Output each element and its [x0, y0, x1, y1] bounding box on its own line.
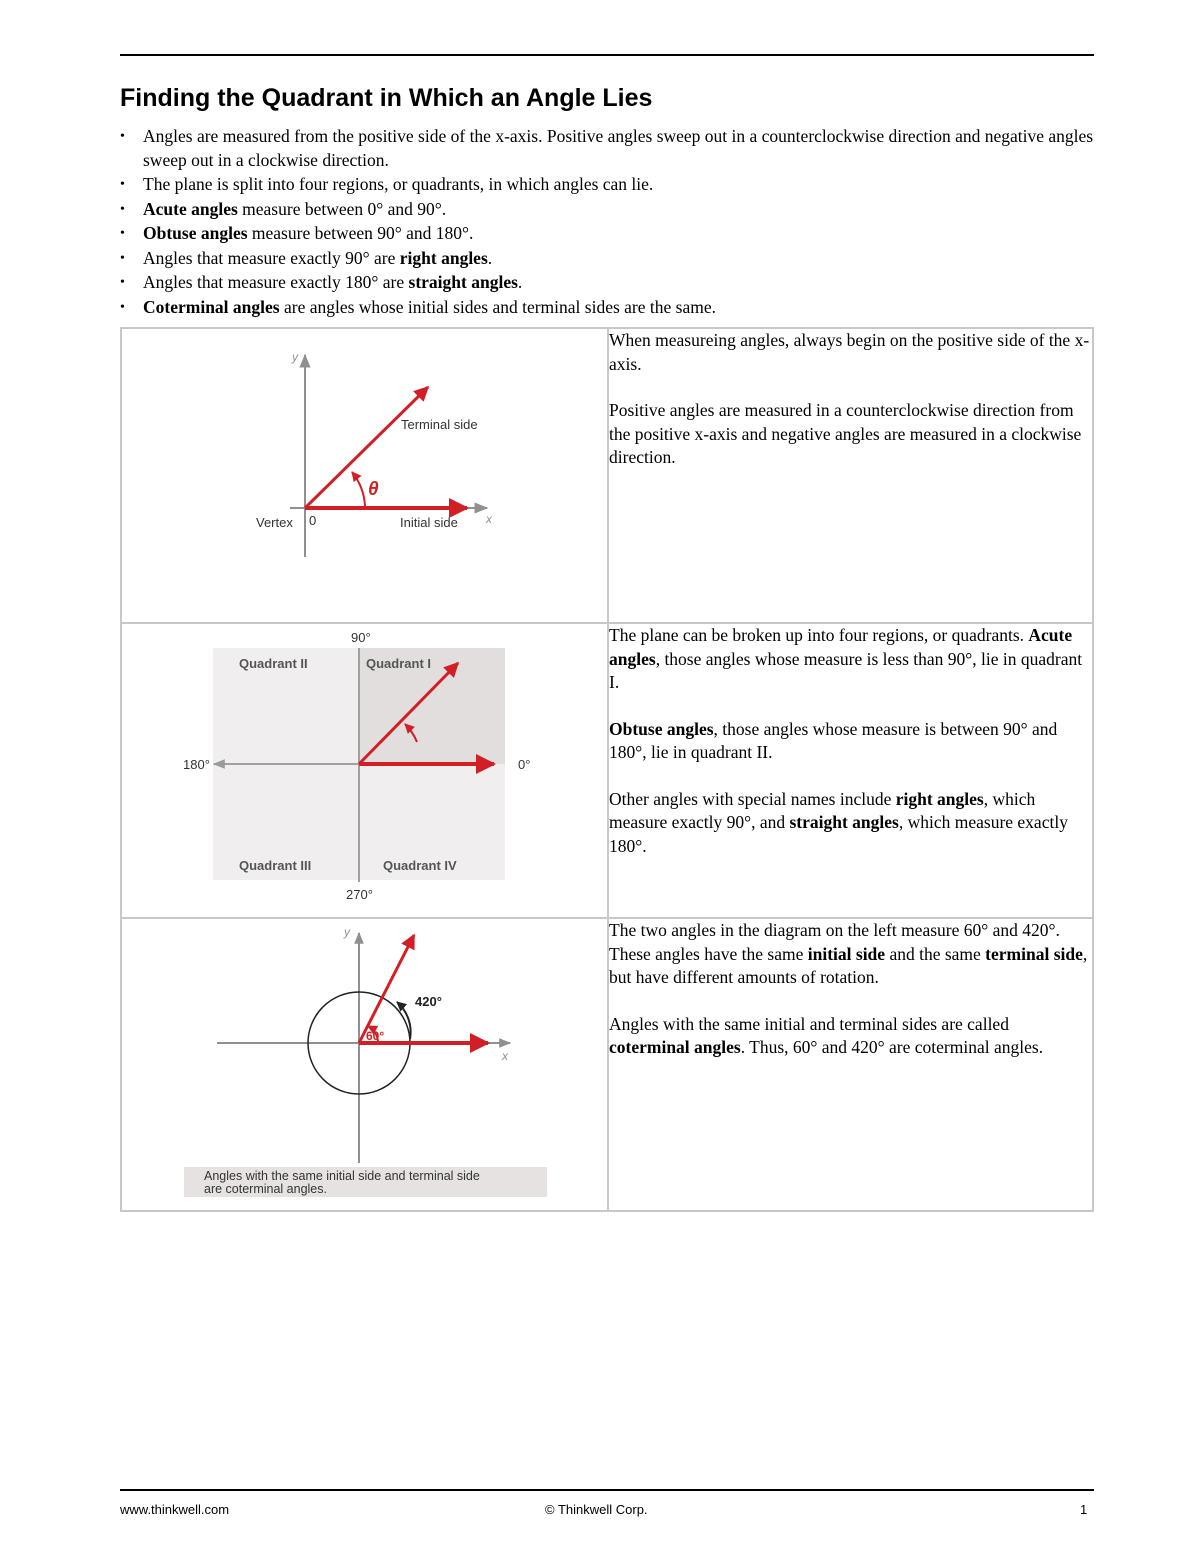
label-90: 90° [351, 630, 371, 645]
caption-line-2: are coterminal angles. [204, 1182, 327, 1196]
footer-website: www.thinkwell.com [120, 1502, 230, 1517]
vertex-label: Vertex [256, 515, 293, 530]
quadrant-diagram-cell [121, 623, 608, 918]
theta-arc [352, 472, 365, 506]
label-0: 0° [518, 757, 531, 772]
y-axis-label: y [344, 925, 350, 939]
quadrant-ii-label: Quadrant II [239, 656, 308, 671]
page-title: Finding the Quadrant in Which an Angle Lies [120, 84, 653, 112]
paragraph: Other angles with special names include right angles, which measure exactly 90°, and straight angles, which measure exactly 180°. [609, 788, 1068, 856]
coterminal-diagram [122, 919, 607, 1205]
bullet-item: • Angles that measure exactly 90° are right angles. [120, 247, 1095, 271]
bullet-item: • Coterminal angles are angles whose initial sides and terminal sides are the same. [120, 296, 1095, 320]
bullet-item: • Angles that measure exactly 180° are straight angles. [120, 271, 1095, 295]
footer-copyright: © Thinkwell Corp. [545, 1502, 648, 1517]
initial-side-label: Initial side [400, 515, 458, 530]
label-270: 270° [346, 887, 373, 902]
x-axis-label: x [502, 1049, 508, 1063]
table-row [121, 623, 1093, 918]
terminal-ray [359, 935, 414, 1043]
paragraph: The two angles in the diagram on the left measure 60° and 420°. These angles have the same initial side and the same terminal side, but have different amounts of rotation. [609, 920, 1088, 987]
angle-diagram-cell [121, 328, 608, 623]
theta-label: θ [368, 479, 379, 500]
terminal-side-ray [305, 387, 428, 508]
quadrant-i-label: Quadrant I [366, 656, 432, 671]
bullet-list [120, 125, 1095, 320]
header-rule [120, 54, 1094, 56]
x-axis-label: x [486, 512, 492, 526]
paragraph: When measureing angles, always begin on the positive side of the x-axis. [609, 330, 1090, 374]
paragraph: The plane can be broken up into four regions, or quadrants. Acute angles, those angles whose measure is less than 90°, lie in quadrant I. [609, 625, 1083, 692]
paragraph: Obtuse angles, those angles whose measure is between 90° and 180°, lie in quadrant II. [609, 718, 1058, 762]
origin-label: 0 [309, 513, 317, 528]
label-180: 180° [183, 757, 210, 772]
quadrant-iv-label: Quadrant IV [383, 858, 457, 873]
footer-rule [120, 1489, 1094, 1491]
paragraph: Angles with the same initial and terminal sides are called coterminal angles. Thus, 60° and 420° are coterminal angles. [609, 1013, 1044, 1057]
quadrant-iii-label: Quadrant III [239, 858, 312, 873]
bullet-item: • Obtuse angles measure between 90° and 180°. [120, 222, 1095, 246]
label-420: 420° [415, 994, 442, 1009]
angle-diagram [122, 329, 607, 617]
table-row [121, 328, 1093, 623]
quadrant-diagram [122, 624, 607, 912]
coterminal-diagram-cell [121, 918, 608, 1211]
explanation-table [120, 327, 1094, 1212]
caption-line-1: Angles with the same initial side and terminal side [204, 1169, 480, 1183]
footer-page-number: 1 [1080, 1502, 1088, 1517]
bullet-item: • Acute angles measure between 0° and 90°. [120, 198, 1095, 222]
angle-explanation [608, 328, 1093, 623]
bullet-item: • Angles are measured from the positive side of the x-axis. Positive angles sweep out in a counterclockwise direction and negative angles sweep out in a clockwise direction. [120, 125, 1095, 172]
terminal-side-label: Terminal side [401, 417, 478, 432]
paragraph: Positive angles are measured in a counterclockwise direction from the positive x-axis and negative angles are measured in a clockwise direction. [609, 400, 1082, 467]
label-60: 60° [366, 1029, 385, 1043]
coterminal-explanation [608, 918, 1093, 1211]
quadrant-explanation [608, 623, 1093, 918]
y-axis-label: y [292, 350, 298, 364]
table-row [121, 918, 1093, 1211]
bullet-item: • The plane is split into four regions, or quadrants, in which angles can lie. [120, 173, 1095, 197]
